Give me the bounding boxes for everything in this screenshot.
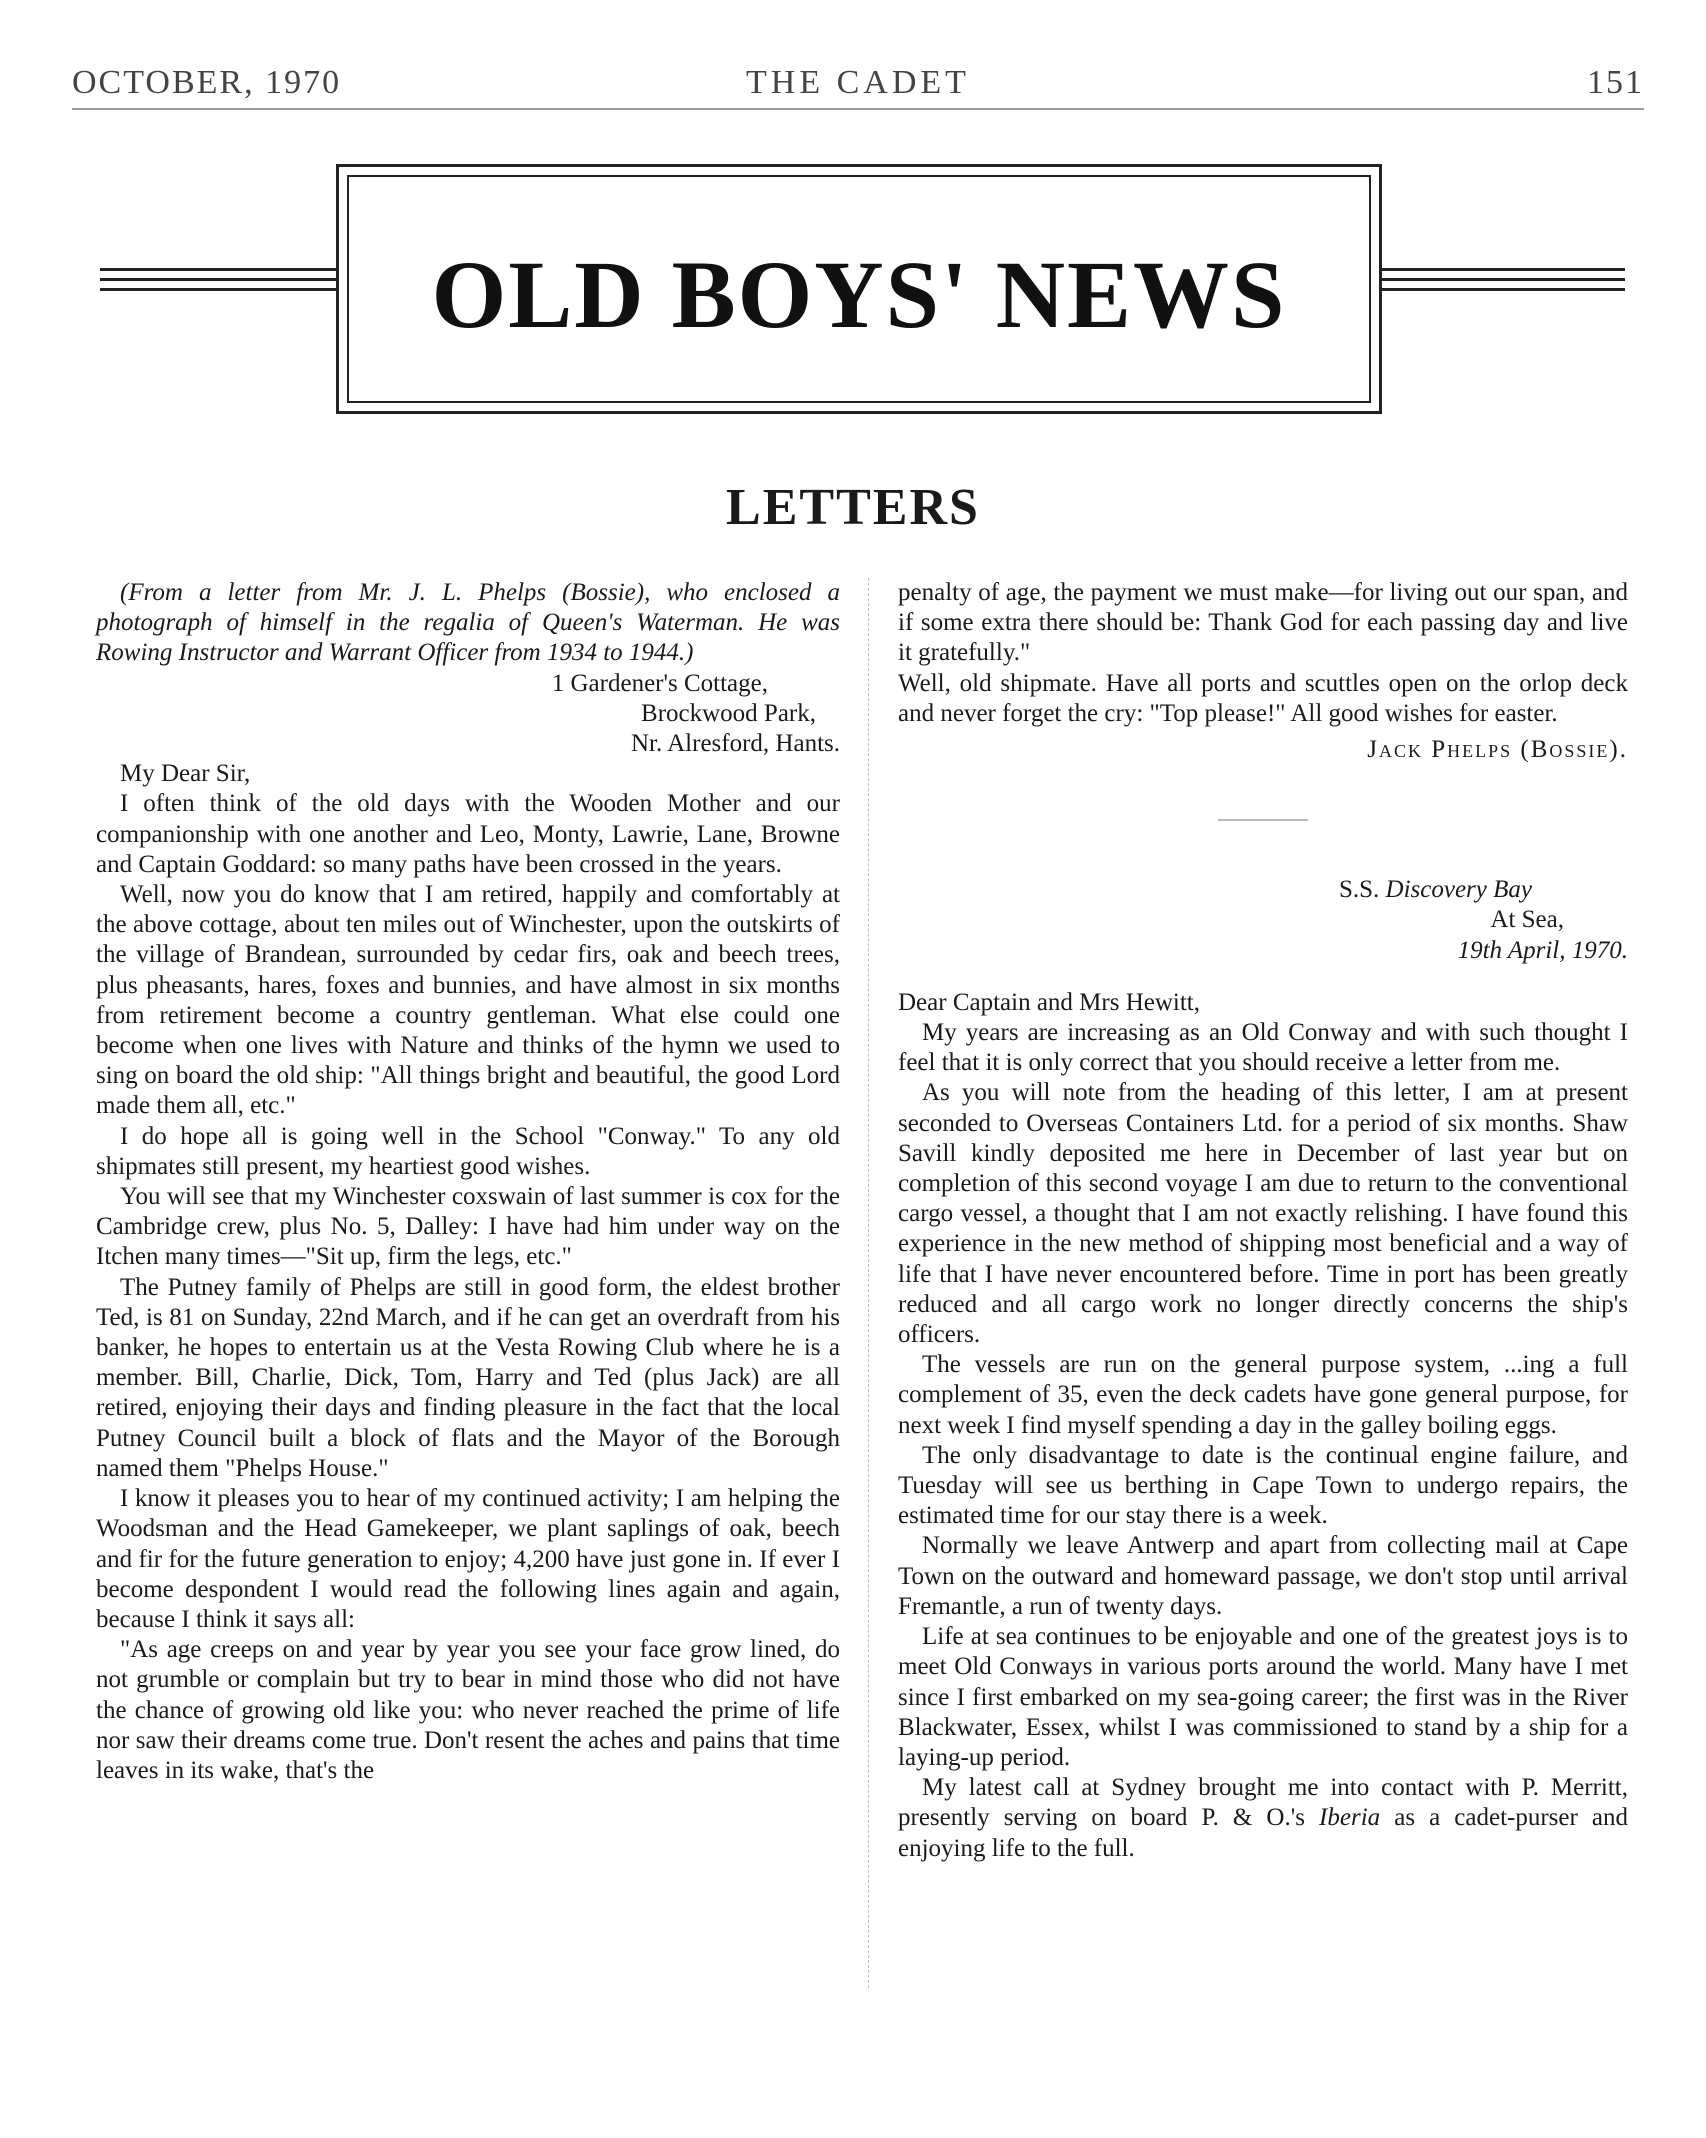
banner-rule-left	[100, 268, 336, 298]
letter1-quote: "As age creeps on and year by year you see your face grow lined, do not grumble or complain but try to bear in mind those who did not have the chance of growing old like you: who never reached the prime of life nor saw their dreams come true. Don't resent the aches and pains that time leaves in its wake, that's the	[96, 1636, 840, 1784]
letter2-date: 19th April, 1970.	[1457, 936, 1628, 964]
letter1-closing: Well, old shipmate. Have all ports and scuttles open on the orlop deck and never forget the cry: "Top please!" All good wishes for easter.	[898, 669, 1628, 727]
letter2-salutation: Dear Captain and Mrs Hewitt,	[898, 988, 1201, 1016]
ship-line	[898, 875, 1628, 905]
section-banner	[100, 160, 1625, 430]
last-para-start: My latest call at Sydney brought me into contact with P. Merritt, presently serving on board P. & O.'s	[898, 1774, 1628, 1832]
letter1-paragraph: I know it pleases you to hear of my continued activity; I am helping the Woodsman and the Head Gamekeeper, we plant saplings of oak, beech and fir for the future generation to enjoy; 4,200 have just gone in. If ever I become despondent I would read the following lines again and again, because I think it says all:	[96, 1485, 840, 1633]
column-divider	[868, 578, 869, 1988]
left-column	[96, 578, 840, 1786]
banner-rule-right	[1382, 268, 1625, 298]
letter2-heading	[898, 875, 1628, 966]
letter2-location: At Sea,	[1490, 906, 1564, 934]
right-column	[898, 578, 1628, 1864]
banner-frame	[336, 164, 1382, 414]
letter2-paragraph	[898, 1773, 1628, 1864]
last-para-end: as a cadet-purser and enjoying life to the full.	[898, 1804, 1629, 1862]
letter1-intro: (From a letter from Mr. J. L. Phelps (Bossie), who enclosed a photograph of himself in the regalia of Queen's Waterman. He was Rowing Instructor and Warrant Officer from 1934 to 1944.)	[96, 579, 840, 667]
letter2-paragraph: The only disadvantage to date is the continual engine failure, and Tuesday will see us berthing in Cape Town to undergo repairs, the estimated time for our stay there is a week.	[898, 1441, 1628, 1530]
ship-name: Discovery Bay	[1385, 876, 1532, 904]
letter1-signature: Jack Phelps (Bossie).	[1367, 736, 1628, 764]
address-line: 1 Gardener's Cottage,	[551, 669, 768, 697]
ship-prefix: S.S.	[1338, 876, 1380, 904]
publication-name: THE CADET	[746, 64, 970, 101]
letter1-quote-continued: penalty of age, the payment we must make—for living out our span, and if some extra there should be: Thank God for each passing day and live it gratefully."	[898, 579, 1628, 667]
letter2-paragraph: The vessels are run on the general purpose system, ...ing a full complement of 35, even the deck cadets have gone general purpose, for next week I find myself spending a day in the galley boiling eggs.	[898, 1351, 1628, 1439]
letter2-paragraph: As you will note from the heading of this letter, I am at present seconded to Overseas Containers Ltd. for a period of six months. Shaw Savill kindly deposited me here in December of last year but on completion of this second voyage I am due to return to the conventional cargo vessel, a thought that I am not exactly relishing. I have found this experience in the new method of shipping most beneficial and a way of life that I have never encountered before. Time in port has been greatly reduced and all cargo work no longer directly concerns the ship's officers.	[898, 1079, 1628, 1349]
letter2-paragraph: Life at sea continues to be enjoyable and one of the greatest joys is to meet Old Conways in various ports around the world. Many have I met since I first embarked on my sea-going career; the first was in the River Blackwater, Essex, whilst I was commissioned to stand by a ship for a laying-up period.	[898, 1623, 1628, 1771]
letter2-paragraph: My years are increasing as an Old Conway and with such thought I feel that it is only correct that you should receive a letter from me.	[898, 1019, 1628, 1077]
letter1-paragraph: The Putney family of Phelps are still in good form, the eldest brother Ted, is 81 on Sunday, 22nd March, and if he can get an overdraft from his banker, he hopes to entertain us at the Vesta Rowing Club where he is a member. Bill, Charlie, Dick, Tom, Harry and Ted (plus Jack) are all retired, enjoying their days and finding pleasure in the fact that the local Putney Council built a block of flats and the Mayor of the Borough named them "Phelps House."	[96, 1273, 840, 1482]
address-line: Nr. Alresford, Hants.	[631, 730, 840, 758]
letter1-paragraph: Well, now you do know that I am retired, happily and comfortably at the above cottage, about ten miles out of Winchester, upon the outskirts of the village of Brandean, surrounded by cedar firs, oak and beech trees, plus pheasants, hares, foxes and bunnies, and have almost in six months from retirement become a country gentleman. What else could one become when one lives with Nature and thinks of the hymn we used to sing on board the old ship: "All things bright and beautiful, the good Lord made them all, etc."	[96, 881, 840, 1120]
letter1-paragraph: I do hope all is going well in the School "Conway." To any old shipmates still present, my heartiest good wishes.	[96, 1122, 840, 1180]
letter1-address	[96, 669, 840, 760]
ship-name-iberia: Iberia	[1319, 1804, 1381, 1832]
letter1-paragraph: You will see that my Winchester coxswain of last summer is cox for the Cambridge crew, plus No. 5, Dalley: I have had him under way on the Itchen many times—"Sit up, firm the legs, etc."	[96, 1183, 840, 1271]
letter-separator	[1218, 819, 1308, 821]
letter2-paragraph: Normally we leave Antwerp and apart from collecting mail at Cape Town on the outward and homeward passage, we don't stop until arrival Fremantle, a run of twenty days.	[898, 1532, 1628, 1620]
running-head	[72, 62, 1644, 110]
letter1-paragraph: I often think of the old days with the Wooden Mother and our companionship with one another and Leo, Monty, Lawrie, Lane, Browne and Captain Goddard: so many paths have been crossed in the years.	[96, 790, 840, 878]
letter1-salutation: My Dear Sir,	[120, 760, 251, 788]
banner-title: OLD BOYS' NEWS	[431, 241, 1287, 348]
page-number: 151	[1587, 64, 1644, 101]
section-title: LETTERS	[726, 479, 980, 536]
issue-date: OCTOBER, 1970	[72, 64, 342, 101]
address-line: Brockwood Park,	[641, 699, 816, 727]
